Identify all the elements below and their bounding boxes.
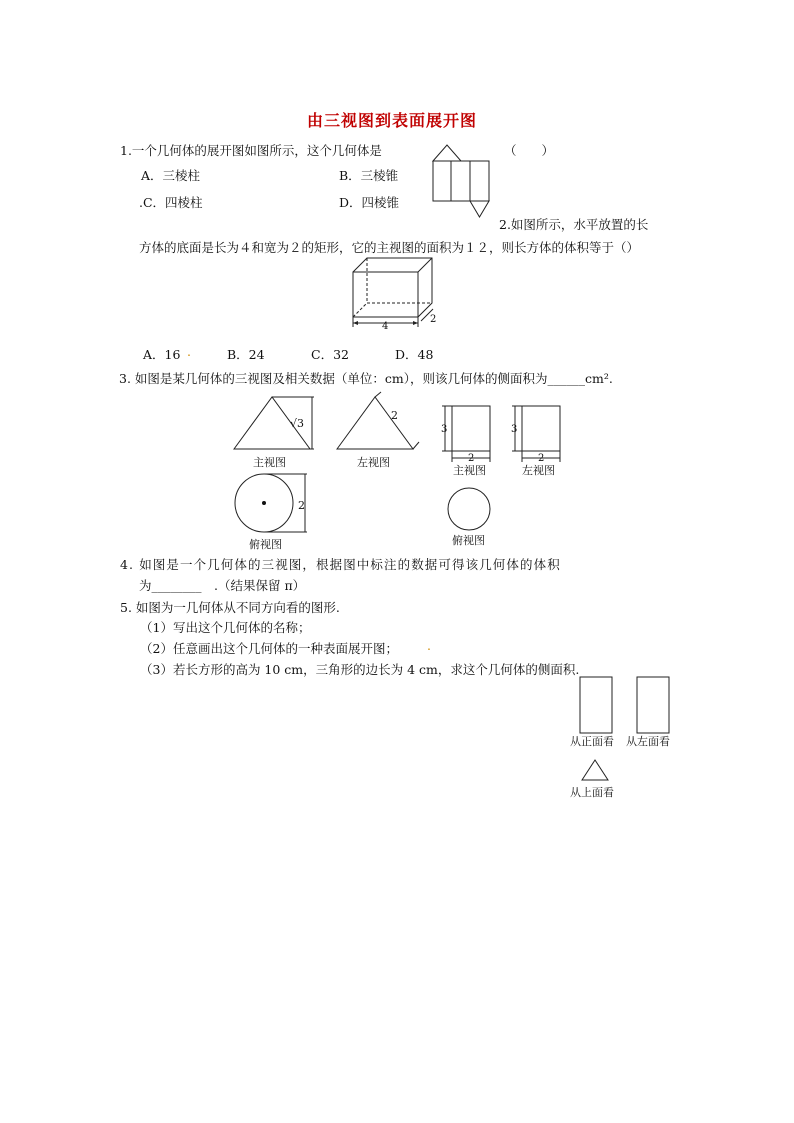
q1-option-a: A．三棱柱	[141, 168, 201, 183]
q5-dot-mark: .	[427, 638, 431, 653]
cone-three-views-figure	[229, 392, 415, 550]
net-bottom-triangle	[470, 201, 489, 217]
left-view-caption: 从左面看	[626, 735, 670, 748]
q5-sub2: （2）任意画出这个几何体的一种表面展开图；	[140, 641, 398, 656]
q5-stem: 5. 如图为一几何体从不同方向看的图形.	[120, 600, 340, 615]
diameter-label: 2	[298, 499, 305, 512]
prism-views-figure	[568, 674, 678, 804]
q1-stem: 1.一个几何体的展开图如图所示，这个几何体是	[120, 143, 382, 158]
cuboid-front-face	[353, 272, 418, 317]
width-label-front: 2	[468, 453, 475, 464]
slant-side-label: 2	[391, 409, 398, 422]
cylinder-top-view-caption: 俯视图	[452, 534, 485, 547]
q2-option-c: C．32	[311, 347, 349, 362]
q5-sub3: （3）若长方形的高为 10 cm，三角形的边长为 4 cm，求这个几何体的侧面积.	[140, 662, 580, 677]
cylinder-front-view-caption: 主视图	[453, 464, 486, 477]
cone-left-view-caption: 左视图	[357, 456, 390, 469]
cylinder-top-view-circle	[448, 488, 490, 530]
q1-option-d: D．四棱锥	[339, 195, 400, 210]
q2-option-b: B．24	[227, 347, 265, 362]
height-label-left: 3	[511, 424, 518, 435]
top-view-triangle	[582, 760, 608, 780]
q3-stem: 3. 如图是某几何体的三视图及相关数据（单位：cm），则该几何体的侧面积为______cm².	[119, 371, 613, 386]
cylinder-left-view-rect	[522, 406, 560, 451]
cone-left-view-triangle	[337, 397, 413, 449]
cylinder-front-view-rect	[452, 406, 490, 451]
left-view-rect	[637, 677, 669, 733]
sqrt3-label: √3	[290, 417, 305, 430]
page-title: 由三视图到表面展开图	[307, 111, 478, 130]
q2-option-d: D．48	[395, 347, 434, 362]
front-view-caption: 从正面看	[570, 735, 614, 748]
top-view-caption: 从上面看	[570, 786, 614, 799]
q1-option-b: B．三棱锥	[339, 168, 399, 183]
net-top-triangle	[433, 145, 461, 161]
q2-option-a: A．16	[143, 347, 181, 362]
cone-top-view-caption: 俯视图	[249, 538, 282, 551]
height-label-front: 3	[441, 424, 448, 435]
width-label-left: 2	[538, 453, 545, 464]
prism-net-figure	[428, 140, 498, 220]
cylinder-three-views-figure	[439, 402, 563, 546]
width-label: 2	[430, 314, 437, 325]
q1-answer-paren: （ ）	[504, 143, 555, 158]
cone-front-view-caption: 主视图	[253, 456, 286, 469]
length-label: 4	[382, 321, 389, 332]
front-view-rect	[580, 677, 612, 733]
cylinder-left-view-caption: 左视图	[522, 464, 555, 477]
cuboid-figure	[344, 254, 454, 336]
q2-stem-line1: 2.如图所示，水平放置的长	[499, 217, 649, 232]
q2-dot-mark: .	[187, 344, 191, 359]
q1-option-c: .C．四棱柱	[139, 195, 203, 210]
q5-sub1: （1）写出这个几何体的名称；	[140, 620, 311, 635]
net-rectangles	[433, 161, 489, 201]
q4-stem-line1: 4. 如图是一个几何体的三视图，根据图中标注的数据可得该几何体的体积	[120, 557, 561, 572]
q4-stem-line2: 为________ .（结果保留 π）	[139, 578, 306, 593]
q2-stem-line2: 方体的底面是长为４和宽为２的矩形，它的主视图的面积为１２，则长方体的体积等于（）	[139, 240, 640, 255]
